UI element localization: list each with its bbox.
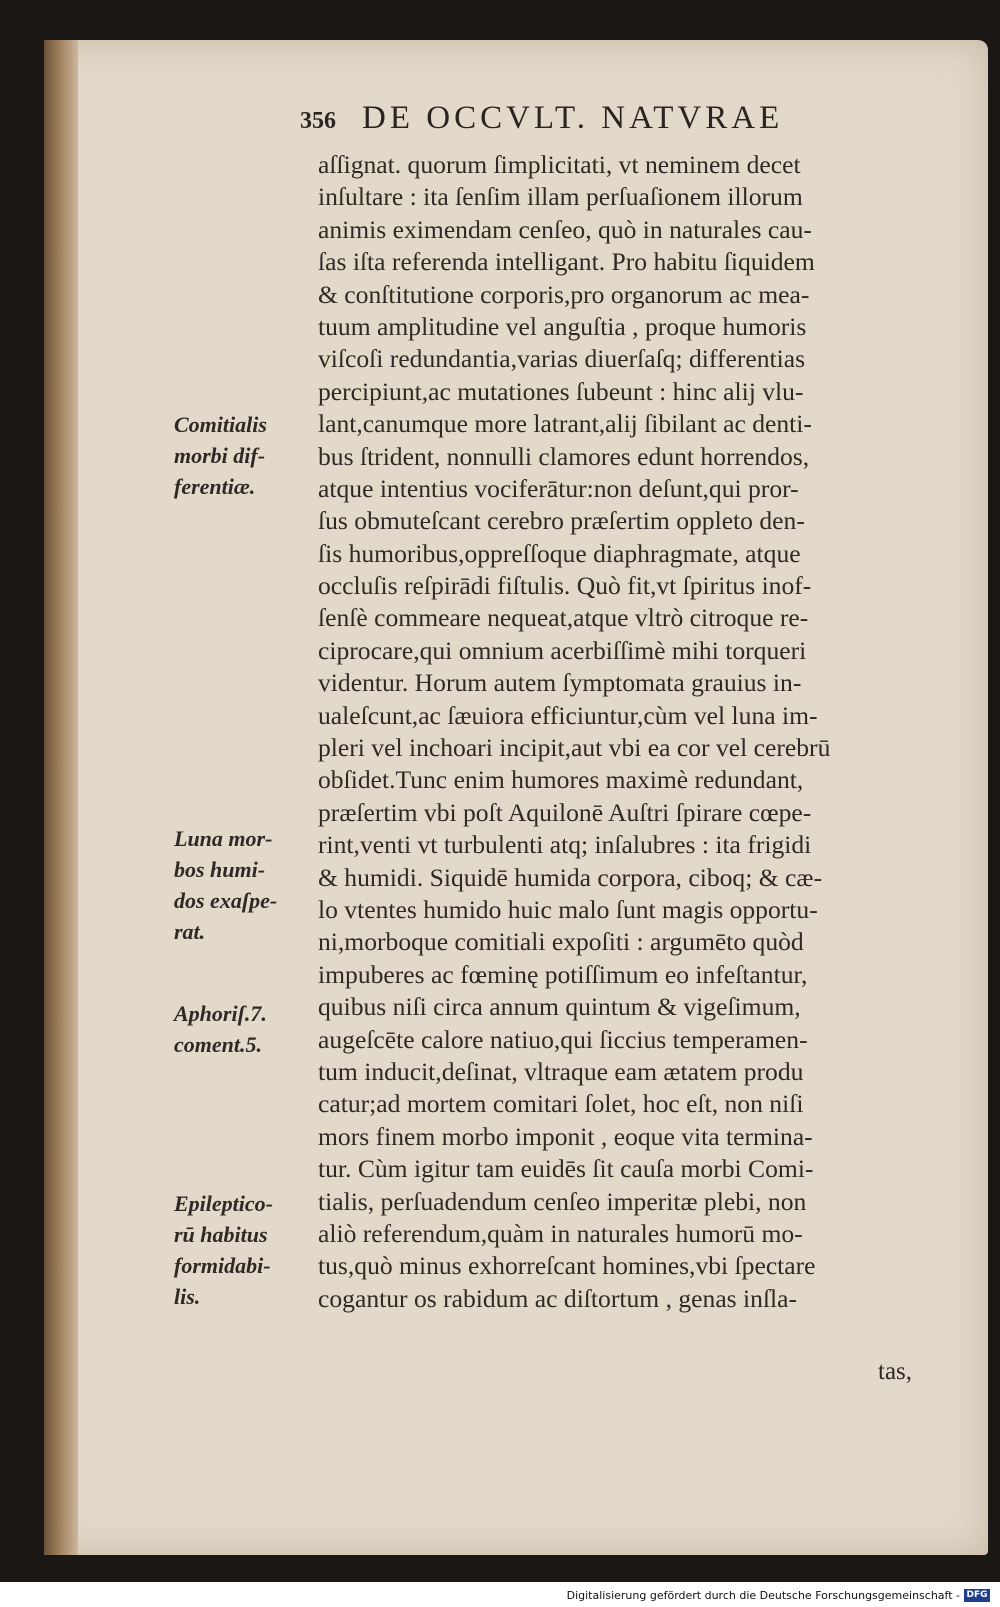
text-line: ſas iſta referenda intelligant. Pro habitu ſiquidem (318, 247, 815, 277)
text-line: videntur. Horum autem ſymptomata grauius in- (318, 668, 802, 698)
text-line: inſultare : ita ſenſim illam perſuaſionem illorum (318, 182, 803, 212)
text-line: impuberes ac fœminę potiſſimum eo infeſtantur, (318, 959, 808, 989)
text-line: ualeſcunt,ac ſæuiora efficiuntur,cùm vel luna im- (318, 700, 818, 730)
main-text-block (318, 149, 928, 1315)
marginal-note (174, 823, 314, 947)
text-line: cogantur os rabidum ac diſtortum , genas inſla- (318, 1283, 798, 1313)
marginal-note-line: Aphoriſ.7. (174, 1001, 267, 1026)
marginal-note-line: lis. (174, 1284, 201, 1309)
text-line: atque intentius vociferātur:non deſunt,qui pror- (318, 473, 799, 503)
book-spine (44, 40, 78, 1555)
marginal-note (174, 1188, 314, 1312)
text-line: catur;ad mortem comitari ſolet, hoc eſt, non niſi (318, 1089, 804, 1119)
text-line: ſus obmuteſcant cerebro præſertim oppleto den- (318, 506, 805, 536)
marginal-note-line: Comitialis (174, 412, 267, 437)
dfg-logo: DFG (964, 1589, 990, 1602)
marginal-note-line: morbi dif- (174, 443, 266, 468)
text-line: mors finem morbo imponit , eoque vita termina- (318, 1121, 813, 1151)
marginal-note (174, 409, 314, 502)
marginal-note-line: rat. (174, 919, 206, 944)
marginal-note-line: dos exaſpe- (174, 888, 278, 913)
text-line: animis eximendam cenſeo, quò in naturales cau- (318, 214, 812, 244)
text-line: ciprocare,qui omnium acerbiſſimè mihi torqueri (318, 635, 807, 665)
text-line: aliò referendum,quàm in naturales humorū mo- (318, 1218, 803, 1248)
text-line: pleri vel inchoari incipit,aut vbi ea cor vel cerebrū (318, 733, 831, 763)
text-line: augeſcēte calore natiuo,qui ſiccius temperamen- (318, 1024, 808, 1054)
page-number: 356 (300, 108, 336, 134)
text-line: præſertim vbi poſt Aquilonē Auſtri ſpirare cœpe- (318, 797, 812, 827)
text-line: tus,quò minus exhorreſcant homines,vbi ſpectare (318, 1251, 816, 1281)
text-line: tum inducit,deſinat, vltraque eam ætatem produ (318, 1056, 804, 1086)
marginal-note-line: coment.5. (174, 1032, 262, 1057)
text-line: ni,morboque comitiali expoſiti : argumēto quòd (318, 927, 804, 957)
text-line: tur. Cùm igitur tam euidēs ſit cauſa morbi Comi- (318, 1154, 814, 1184)
text-line: quibus niſi circa annum quintum & vigeſimum, (318, 992, 801, 1022)
text-line: lo vtentes humido huic malo ſunt magis opportu- (318, 894, 818, 924)
text-line: occluſis reſpirādi fiſtulis. Quò fit,vt ſpiritus inof- (318, 571, 812, 601)
text-line: percipiunt,ac mutationes ſubeunt : hinc alij vlu- (318, 376, 804, 406)
text-line: tialis, perſuadendum cenſeo imperitæ plebi, non (318, 1186, 807, 1216)
text-line: ſenſè commeare nequeat,atque vltrò citroque re- (318, 603, 809, 633)
text-line: aſſignat. quorum ſimplicitati, vt neminem decet (318, 150, 801, 179)
text-line: bus ſtrident, nonnulli clamores edunt horrendos, (318, 441, 810, 471)
footer-credit: Digitalisierung gefördert durch die Deutsche Forschungsgemeinschaft - (566, 1589, 960, 1602)
text-line: rint,venti vt turbulenti atq; inſalubres : ita frigidi (318, 830, 812, 860)
marginal-note (174, 998, 314, 1060)
text-line: viſcoſi redundantia,varias diuerſaſq; differentias (318, 344, 806, 374)
digitization-footer (567, 1589, 990, 1602)
text-line: ſis humoribus,oppreſſoque diaphragmate, atque (318, 538, 801, 568)
running-title: DE OCCVLT. NATVRAE (362, 100, 784, 136)
text-line: & humidi. Siquidē humida corpora, ciboq; & cæ- (318, 862, 822, 892)
text-line: & conſtitutione corporis,pro organorum ac mea- (318, 279, 810, 309)
catchword: tas, (878, 1358, 913, 1385)
running-header (300, 100, 860, 146)
marginal-note-line: rū habitus (174, 1222, 268, 1247)
marginal-note-line: Epileptico- (174, 1191, 273, 1216)
text-line: tuum amplitudine vel anguſtia , proque humoris (318, 311, 807, 341)
marginal-note-line: bos humi- (174, 857, 266, 882)
text-line: lant,canumque more latrant,alij ſibilant ac denti- (318, 409, 812, 439)
marginal-note-line: ferentiæ. (174, 474, 256, 499)
marginal-note-line: formidabi- (174, 1253, 271, 1278)
text-line: obſidet.Tunc enim humores maximè redundant, (318, 765, 804, 795)
marginal-note-line: Luna mor- (174, 826, 273, 851)
